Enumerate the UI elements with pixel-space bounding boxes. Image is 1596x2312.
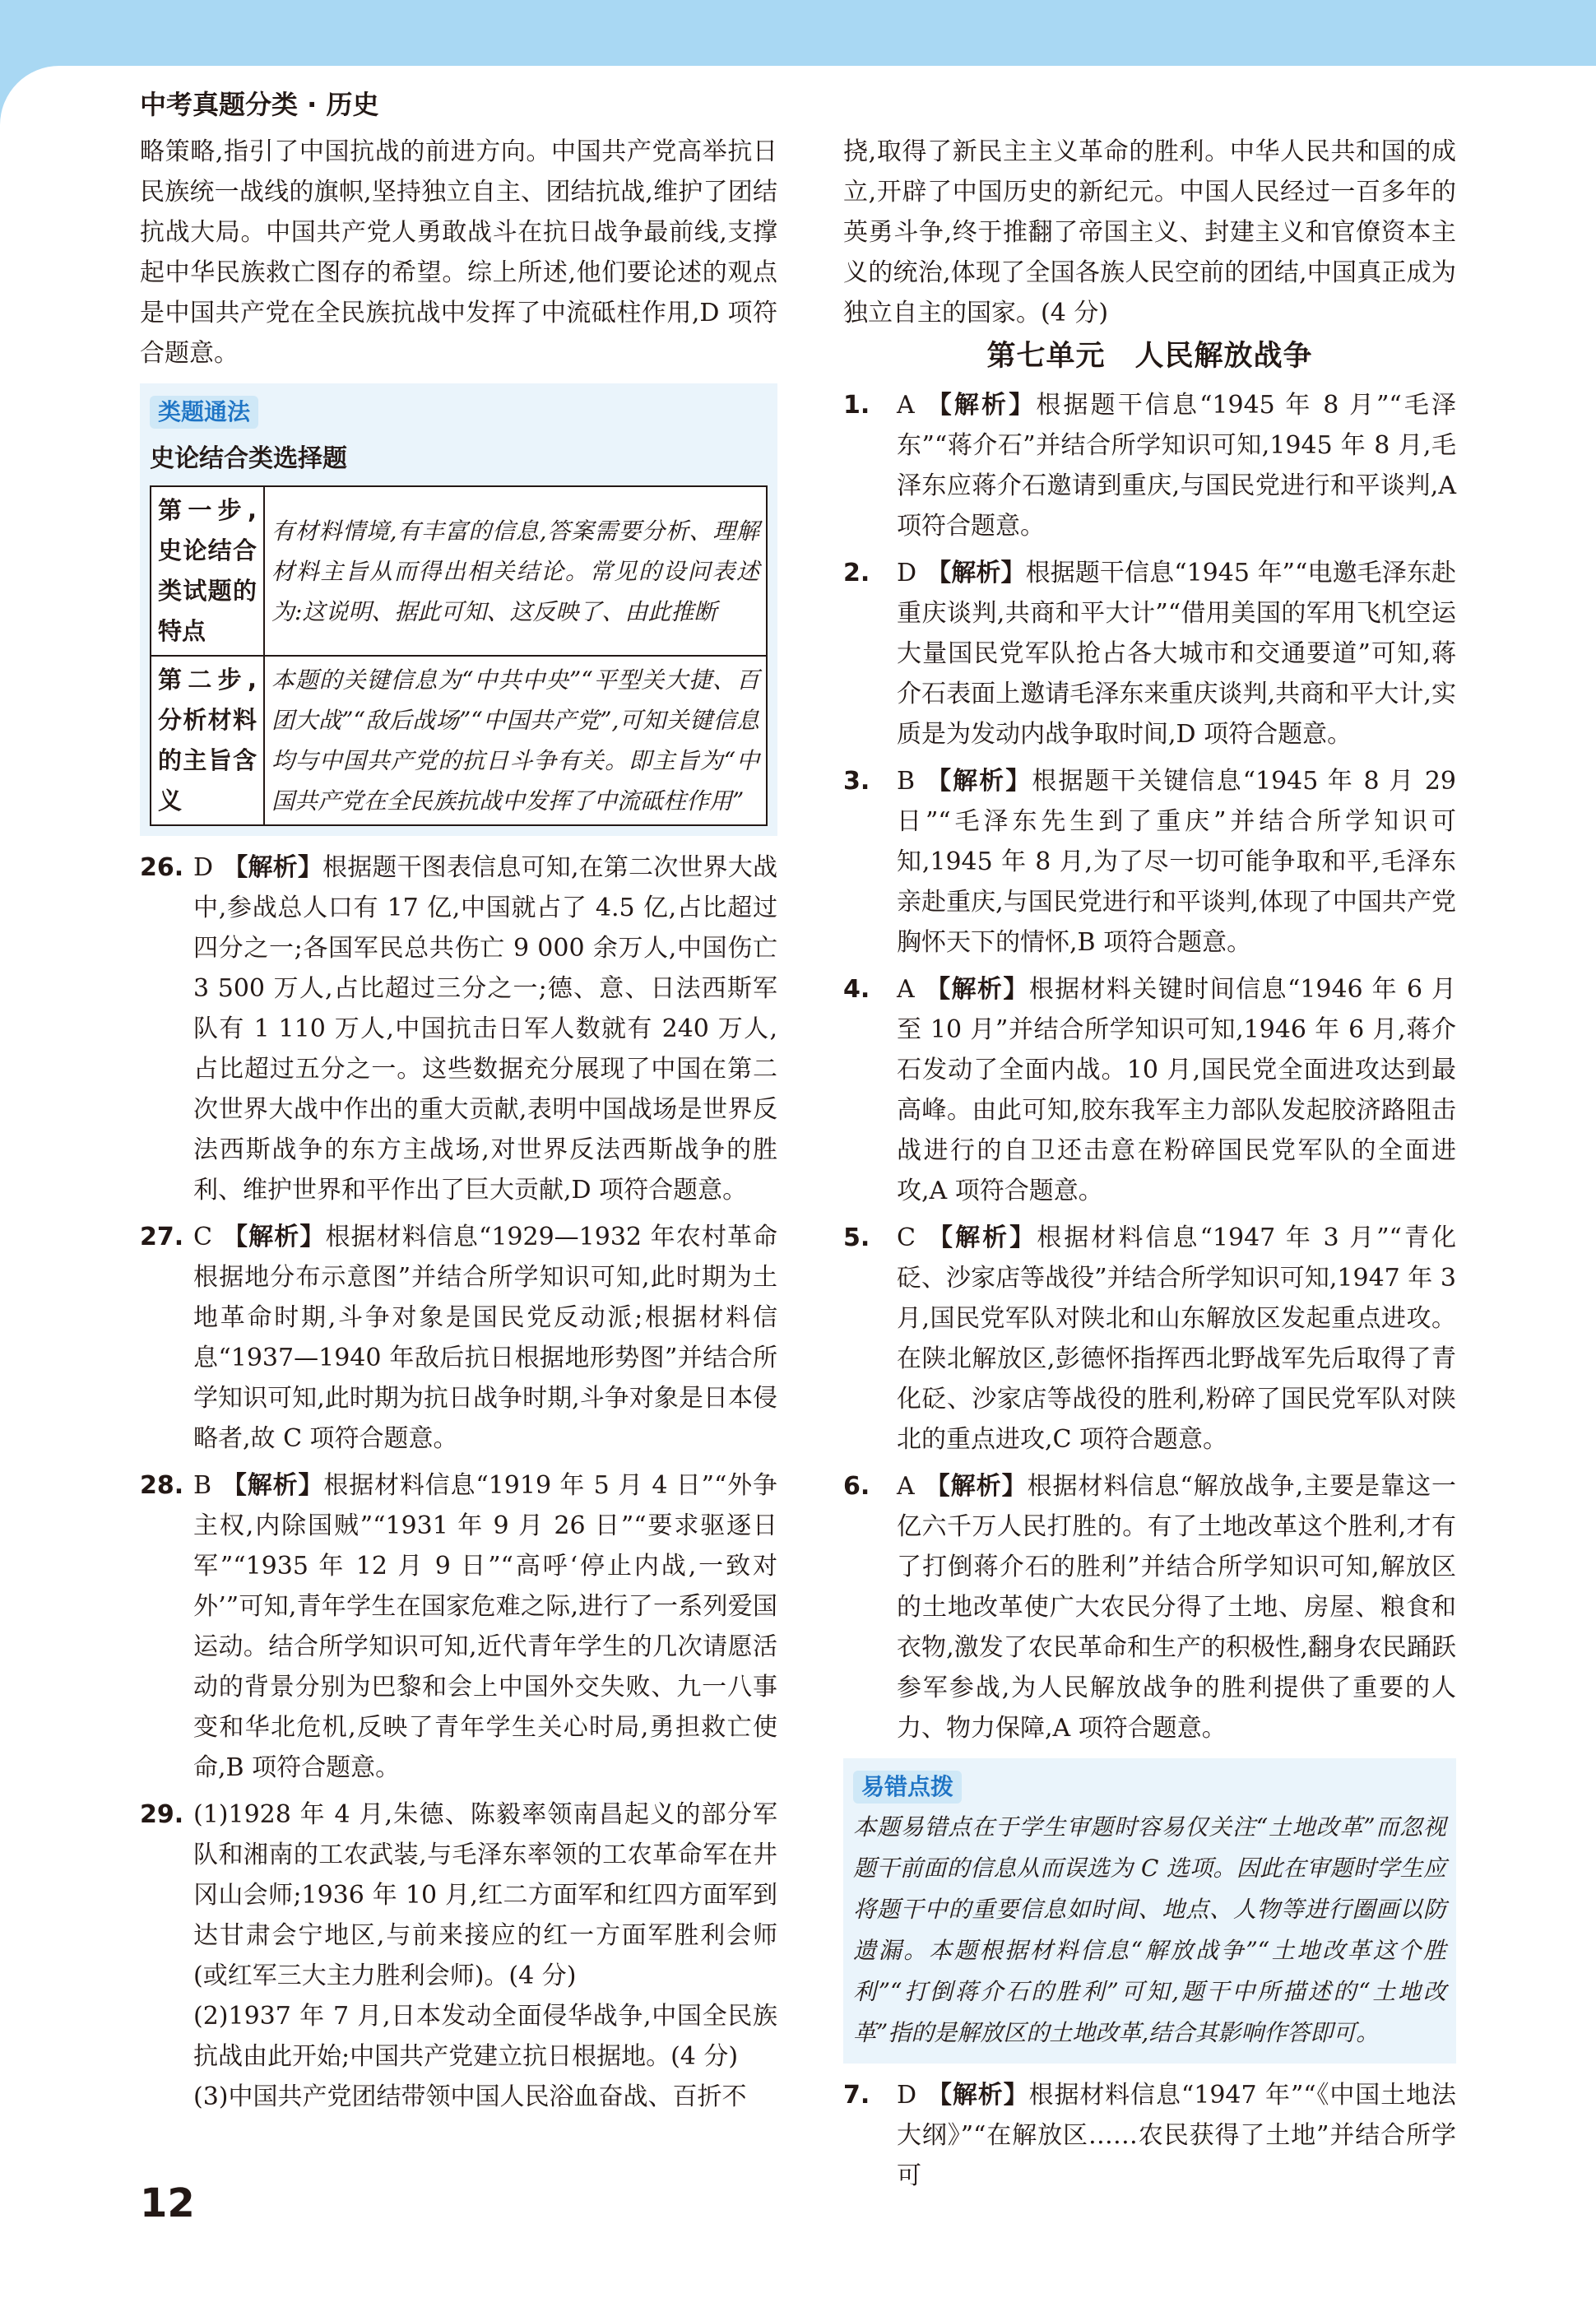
question-number: 29. xyxy=(140,1800,184,1829)
answer-letter: A xyxy=(897,1472,915,1501)
answer-item xyxy=(140,847,777,1210)
analysis-label: 【解析】 xyxy=(924,1472,1028,1501)
unit-title: 第七单元 人民解放战争 xyxy=(986,340,1313,373)
question-number: 1. xyxy=(843,391,870,420)
answer-letter: C xyxy=(193,1223,212,1251)
answer-item xyxy=(843,553,1456,754)
sub-answer-2: (2)1937 年 7 月,日本发动全面侵华战争,中国全民族抗战由此开始;中国共产党建立抗日根据地。(4 分) xyxy=(193,2002,777,2071)
analysis-text: 根据材料信息“1947 年”“《中国土地法大纲》”“在解放区……农民获得了土地”并结合所学可 xyxy=(897,2081,1456,2190)
answer-letter: B xyxy=(193,1471,212,1500)
analysis-label: 【解析】 xyxy=(221,1223,326,1251)
analysis-text: 根据材料信息“1929—1932 年农村革命根据地分布示意图”并结合所学知识可知,此时期为土地革命时期,斗争对象是国民党反动派;根据材料信息“1937—1940 年敌后抗日根据地形势图”并结合所学知识可知,此时期为抗日战争时期,斗争对象是日本侵略者,故 C 项符合题意。 xyxy=(193,1223,778,1453)
answer-letter: A xyxy=(897,975,915,1004)
answer-letter: B xyxy=(897,767,916,796)
answer-letter: D xyxy=(897,2081,917,2110)
answer-item xyxy=(843,1466,1456,1748)
answer-letter: A xyxy=(897,391,915,420)
page-number: 12 xyxy=(140,2180,195,2226)
question-number: 26. xyxy=(140,853,184,882)
answer-letter: D xyxy=(193,853,214,882)
analysis-label: 【解析】 xyxy=(925,767,1032,796)
running-header: 中考真题分类 · 历史 xyxy=(140,89,379,120)
method-step: 第二步,分析材料的主旨含义 xyxy=(151,656,264,825)
right-column xyxy=(843,132,1456,2203)
question-number: 27. xyxy=(140,1223,184,1251)
method-table xyxy=(150,485,768,826)
analysis-text: 根据材料关键时间信息“1946 年 6 月至 10 月”并结合所学知识可知,1946 年 6 月,蒋介石发动了全面内战。10 月,国民党全面进攻达到最高峰。由此可知,胶东我军主力部队发起胶济路阻击战进行的自卫还击意在粉碎国民党军队的全面进攻,A 项符合题意。 xyxy=(897,975,1456,1205)
analysis-label: 【解析】 xyxy=(924,391,1037,420)
answer-item xyxy=(843,969,1456,1211)
question-number: 2. xyxy=(843,559,870,587)
analysis-text: 根据题干关键信息“1945 年 8 月 29 日”“毛泽东先生到了重庆”并结合所学知识可知,1945 年 8 月,为了尽一切可能争取和平,毛泽东亲赴重庆,与国民党进行和平谈判,体现了中国共产党胸怀天下的情怀,B 项符合题意。 xyxy=(897,767,1457,957)
analysis-text: 根据题干信息“1945 年”“电邀毛泽东赴重庆谈判,共商和平大计”“借用美国的军用飞机空运大量国民党军队抢占各大城市和交通要道”可知,蒋介石表面上邀请毛泽东来重庆谈判,共商和平大计,实质是为发动内战争取时间,D 项符合题意。 xyxy=(897,559,1457,749)
analysis-text: 根据题干信息“1945 年 8 月”“毛泽东”“蒋介石”并结合所学知识可知,1945 年 8 月,毛泽东应蒋介石邀请到重庆,与国民党进行和平谈判,A 项符合题意。 xyxy=(897,391,1457,541)
analysis-label: 【解析】 xyxy=(221,1471,324,1500)
page xyxy=(0,66,1596,2312)
answer-item xyxy=(140,1217,777,1459)
analysis-label: 【解析】 xyxy=(925,1223,1037,1252)
analysis-label: 【解析】 xyxy=(926,2081,1029,2110)
answer-item xyxy=(140,1465,777,1788)
answer-item xyxy=(843,761,1456,963)
answer-letter: C xyxy=(897,1223,916,1252)
question-number: 4. xyxy=(843,975,870,1004)
sub-answer-1: (1)1928 年 4 月,朱德、陈毅率领南昌起义的部分军队和湘南的工农武装,与毛泽东率领的工农革命军在井冈山会师;1936 年 10 月,红二方面军和红四方面军到达甘肃会宁地区,与前来接应的红一方面军胜利会师(或红军三大主力胜利会师)。(4 分) xyxy=(193,1800,777,1990)
question-number: 7. xyxy=(843,2081,870,2110)
tip-tag: 类题通法 xyxy=(150,396,258,429)
question-number: 5. xyxy=(843,1223,870,1252)
analysis-text: 根据材料信息“1919 年 5 月 4 日”“外争主权,内除国贼”“1931 年 9 月 26 日”“要求驱逐日军”“1935 年 12 月 9 日”“高呼‘停止内战,一致对外’”可知,青年学生在国家危难之际,进行了一系列爱国运动。结合所学知识可知,近代青年学生的几次请愿活动的背景分别为巴黎和会上中国外交失败、九一八事变和华北危机,反映了青年学生关心时局,勇担救亡使命,B 项符合题意。 xyxy=(193,1471,778,1782)
method-desc: 本题的关键信息为“中共中央”“平型关大捷、百团大战”“敌后战场”“中国共产党”,可知关键信息均与中国共产党的抗日斗争有关。即主旨为“中国共产党在全民族抗战中发挥了中流砥柱作用” xyxy=(264,656,767,825)
continued-paragraph: 挠,取得了新民主主义革命的胜利。中华人民共和国的成立,开辟了中国历史的新纪元。中国人民经过一百多年的英勇斗争,终于推翻了帝国主义、封建主义和官僚资本主义的统治,体现了全国各族人民空前的团结,中国真正成为独立自主的国家。(4 分) xyxy=(843,137,1456,327)
answer-item xyxy=(843,1218,1456,1460)
method-row xyxy=(151,486,767,656)
analysis-text: 根据材料信息“解放战争,主要是靠这一亿六千万人民打胜的。有了土地改革这个胜利,才有了打倒蒋介石的胜利”并结合所学知识可知,解放区的土地改革使广大农民分得了土地、房屋、粮食和衣物,激发了农民革命和生产的积极性,翻身农民踊跃参军参战,为人民解放战争的胜利提供了重要的人力、物力保障,A 项符合题意。 xyxy=(897,1472,1457,1743)
sub-answer-3: (3)中国共产党团结带领中国人民浴血奋战、百折不 xyxy=(193,2082,747,2111)
analysis-text: 根据材料信息“1947 年 3 月”“青化砭、沙家店等战役”并结合所学知识可知,1947 年 3 月,国民党军队对陕北和山东解放区发起重点进攻。在陕北解放区,彭德怀指挥西北野战军先后取得了青化砭、沙家店等战役的胜利,粉碎了国民党军队对陕北的重点进攻,C 项符合题意。 xyxy=(897,1223,1457,1454)
tip-title: 史论结合类选择题 xyxy=(150,444,347,473)
analysis-label: 【解析】 xyxy=(223,853,323,882)
question-number: 3. xyxy=(843,767,870,796)
analysis-label: 【解析】 xyxy=(926,559,1026,587)
answer-item xyxy=(843,385,1456,546)
analysis-label: 【解析】 xyxy=(924,975,1029,1004)
answer-item-29 xyxy=(140,1794,777,2117)
left-column xyxy=(140,132,777,2124)
tip-text: 本题易错点在于学生审题时容易仅关注“土地改革”而忽视题干前面的信息从而误选为 C 选项。因此在审题时学生应将题干中的重要信息如时间、地点、人物等进行圈画以防遗漏。本题根据材料信息“解放战争”“土地改革这个胜利”“打倒蒋介石的胜利”可知,题干中所描述的“土地改革”指的是解放区的土地改革,结合其影响作答即可。 xyxy=(853,1813,1446,2046)
tip-tag: 易错点拨 xyxy=(853,1771,962,1804)
answer-item xyxy=(843,2075,1456,2196)
method-step: 第一步,史论结合类试题的特点 xyxy=(151,486,264,656)
method-desc: 有材料情境,有丰富的信息,答案需要分析、理解材料主旨从而得出相关结论。常见的设问表述为:这说明、据此可知、这反映了、由此推断 xyxy=(264,486,767,656)
error-tip-box xyxy=(843,1758,1456,2064)
analysis-text: 根据题干图表信息可知,在第二次世界大战中,参战总人口有 17 亿,中国就占了 4.5 亿,占比超过四分之一;各国军民总共伤亡 9 000 余万人,中国伤亡 3 500 万人,占比超过三分之一;德、意、日法西斯军队有 1 110 万人,中国抗击日军人数就有 240 万人,占比超过五分之一。这些数据充分展现了中国在第二次世界大战中作出的重大贡献,表明中国战场是世界反法西斯战争的东方主战场,对世界反法西斯战争的胜利、维护世界和平作出了巨大贡献,D 项符合题意。 xyxy=(193,853,778,1205)
question-number: 28. xyxy=(140,1471,184,1500)
method-row xyxy=(151,656,767,825)
question-number: 6. xyxy=(843,1472,870,1501)
method-tip-box xyxy=(140,383,777,836)
continued-paragraph: 略策略,指引了中国抗战的前进方向。中国共产党高举抗日民族统一战线的旗帜,坚持独立自主、团结抗战,维护了团结抗战大局。中国共产党人勇敢战斗在抗日战争最前线,支撑起中华民族救亡图存的希望。综上所述,他们要论述的观点是中国共产党在全民族抗战中发挥了中流砥柱作用,D 项符合题意。 xyxy=(140,137,777,368)
answer-letter: D xyxy=(897,559,917,587)
